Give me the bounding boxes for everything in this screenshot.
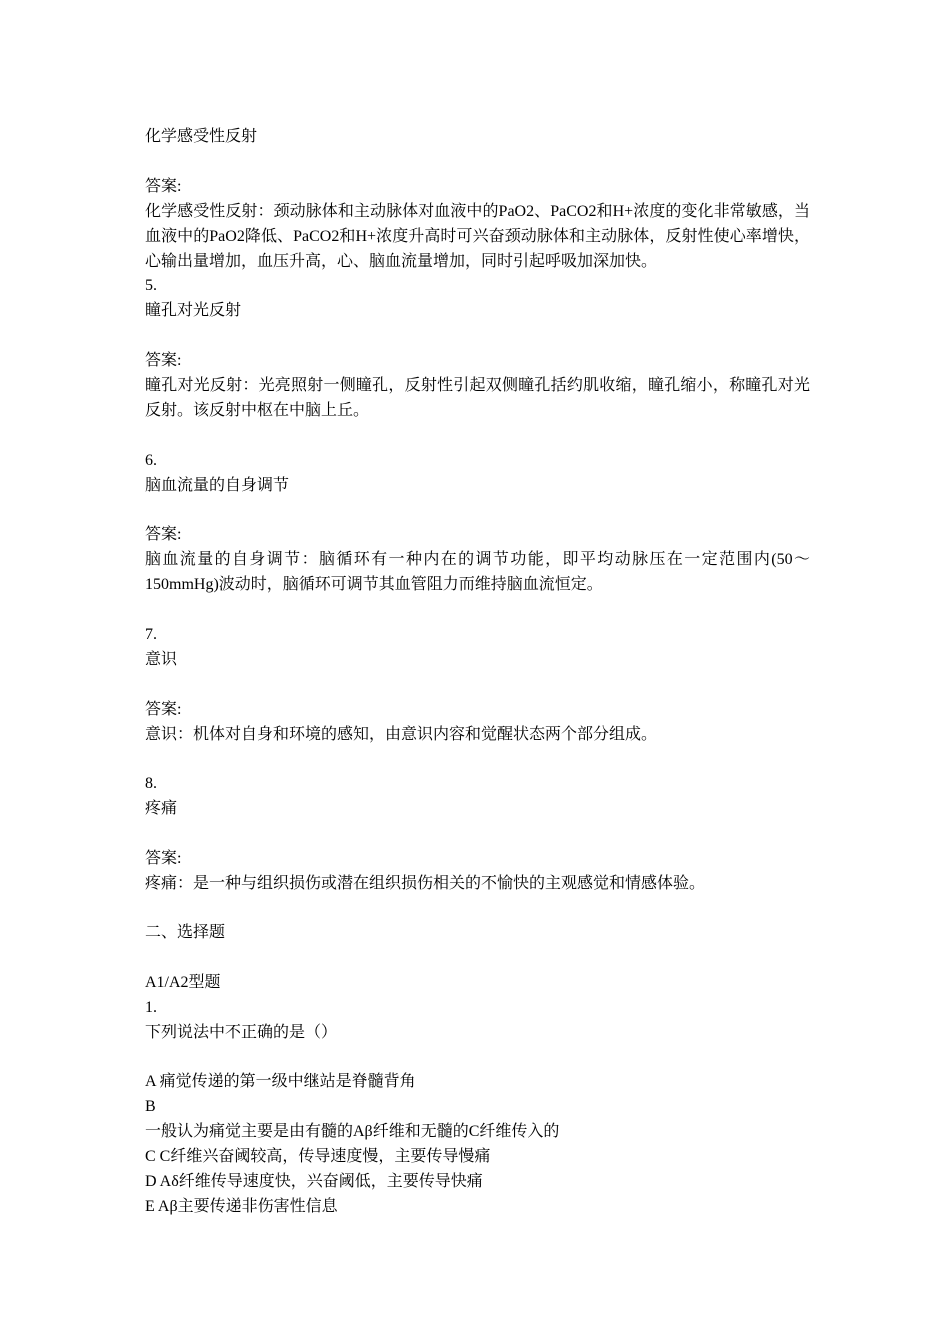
mc1-option-e: E Aβ主要传递非伤害性信息 [145,1198,338,1215]
q5-answer: 瞳孔对光反射：光亮照射一侧瞳孔，反射性引起双侧瞳孔括约肌收缩，瞳孔缩小，称瞳孔对光反射。该反射中枢在中脑上丘。 [145,377,810,419]
q4-answer: 化学感受性反射：颈动脉体和主动脉体对血液中的PaO2、PaCO2和H+浓度的变化非常敏感，当血液中的PaO2降低、PaCO2和H+浓度升高时可兴奋颈动脉体和主动脉体，反射性使心率增快，心输出量增加，血压升高，心、脑血流量增加，同时引起呼吸加深加快。 [145,203,810,270]
mc1-option-c: C C纤维兴奋阈较高，传导速度慢，主要传导慢痛 [145,1148,491,1165]
q7-answer: 意识：机体对自身和环境的感知，由意识内容和觉醒状态两个部分组成。 [145,726,658,743]
q7-answer-label: 答案: [145,701,182,718]
question-type: A1/A2型题 [145,974,221,991]
q8-answer: 疼痛：是一种与组织损伤或潜在组织损伤相关的不愉快的主观感觉和情感体验。 [145,875,706,892]
q6-term: 脑血流量的自身调节 [145,477,290,494]
q5-answer-label: 答案: [145,352,182,369]
q7-number: 7. [145,626,157,643]
q6-number: 6. [145,452,157,469]
mc1-stem: 下列说法中不正确的是（） [145,1024,338,1041]
q4-answer-label: 答案: [145,178,182,195]
mc1-option-b-letter: B [145,1098,156,1115]
q5-number: 5. [145,277,157,294]
q8-number: 8. [145,775,157,792]
q6-answer-label: 答案: [145,526,182,543]
q4-term: 化学感受性反射 [145,128,258,145]
mc1-option-b-text: 一般认为痛觉主要是由有髓的Aβ纤维和无髓的C纤维传入的 [145,1123,560,1140]
mc1-number: 1. [145,999,157,1016]
q6-answer: 脑血流量的自身调节：脑循环有一种内在的调节功能，即平均动脉压在一定范围内(50～150mmHg)波动时，脑循环可调节其血管阻力而维持脑血流恒定。 [145,551,810,593]
mc1-option-d: D Aδ纤维传导速度快，兴奋阈低，主要传导快痛 [145,1173,483,1190]
q8-term: 疼痛 [145,800,178,817]
section-title: 二、选择题 [145,924,226,941]
q5-term: 瞳孔对光反射 [145,302,242,319]
q8-answer-label: 答案: [145,850,182,867]
q7-term: 意识 [145,651,178,668]
mc1-option-a: A 痛觉传递的第一级中继站是脊髓背角 [145,1073,416,1090]
